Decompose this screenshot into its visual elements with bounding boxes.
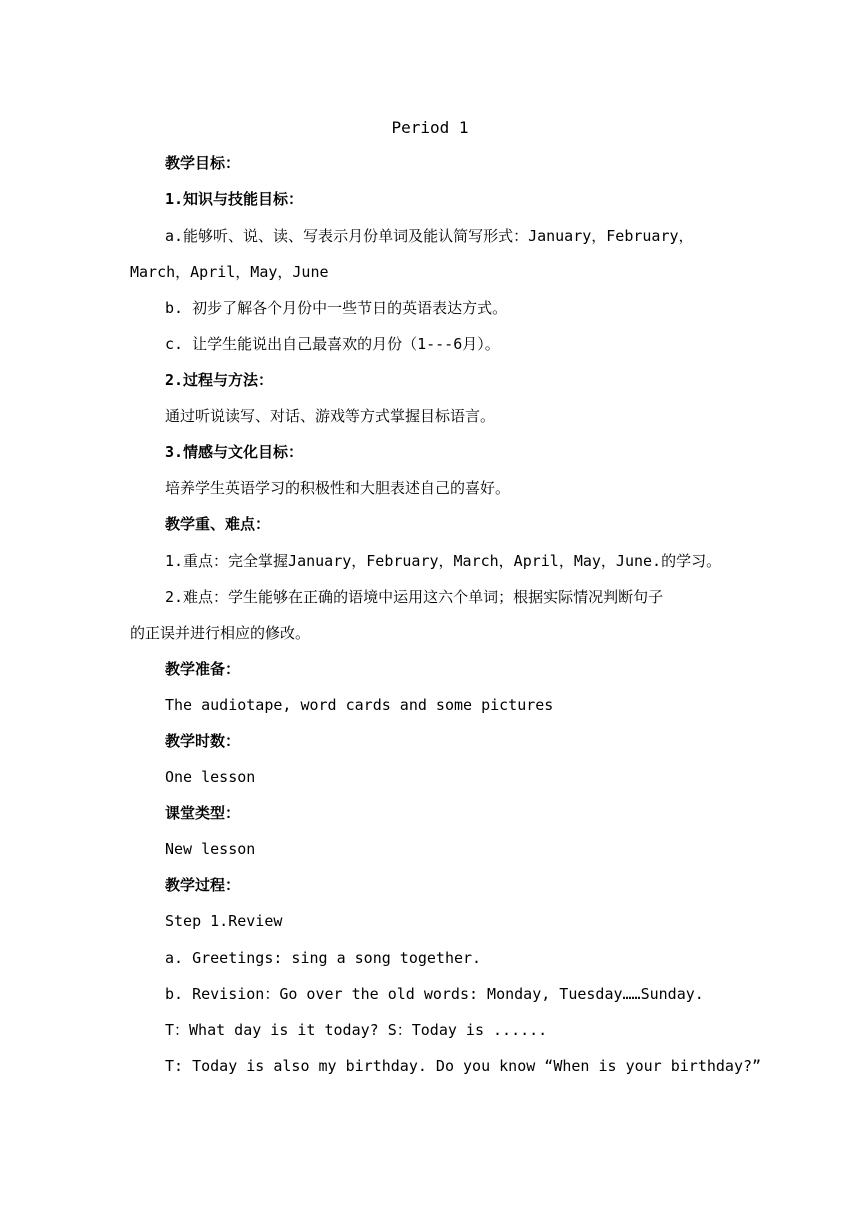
process-text: 通过听说读写、对话、游戏等方式掌握目标语言。 — [165, 407, 496, 425]
procedure-heading: 教学过程： — [165, 876, 241, 894]
knowledge-skills-heading: 1.知识与技能目标： — [165, 190, 304, 208]
key-point-2-line2: 的正误并进行相应的修改。 — [130, 624, 311, 642]
emotion-heading: 3.情感与文化目标： — [165, 443, 304, 461]
objective-a-line1: a.能够听、说、读、写表示月份单词及能认简写形式：January，February， — [165, 227, 694, 245]
procedure-b: b. Revision：Go over the old words: Monday, Tuesday……Sunday. — [165, 985, 704, 1003]
objective-b: b. 初步了解各个月份中一些节日的英语表达方式。 — [165, 299, 508, 317]
objective-a-line2: March，April，May，June — [130, 263, 329, 281]
preparation-heading: 教学准备： — [165, 660, 241, 678]
lesson-type-text: New lesson — [165, 840, 256, 858]
document-title: Period 1 — [391, 118, 469, 137]
procedure-dialog-2: T: Today is also my birthday. Do you know “When is your birthday?” — [165, 1057, 762, 1075]
emotion-text: 培养学生英语学习的积极性和大胆表述自己的喜好。 — [165, 479, 511, 497]
procedure-step1: Step 1.Review — [165, 912, 283, 930]
preparation-text: The audiotape, word cards and some pictures — [165, 696, 554, 714]
process-heading: 2.过程与方法： — [165, 371, 274, 389]
procedure-a: a. Greetings: sing a song together. — [165, 949, 482, 967]
periods-heading: 教学时数： — [165, 732, 241, 750]
periods-text: One lesson — [165, 768, 256, 786]
procedure-dialog-1: T：What day is it today? S：Today is ...... — [165, 1021, 548, 1039]
key-point-1: 1.重点：完全掌握January，February，March，April，May，June.的学习。 — [165, 552, 722, 570]
objective-c: c. 让学生能说出自己最喜欢的月份（1---6月）。 — [165, 335, 500, 353]
key-points-heading: 教学重、难点： — [165, 515, 271, 533]
lesson-type-heading: 课堂类型： — [165, 804, 241, 822]
key-point-2-line1: 2.难点：学生能够在正确的语境中运用这六个单词；根据实际情况判断句子 — [165, 588, 664, 606]
objectives-heading: 教学目标： — [165, 154, 241, 172]
